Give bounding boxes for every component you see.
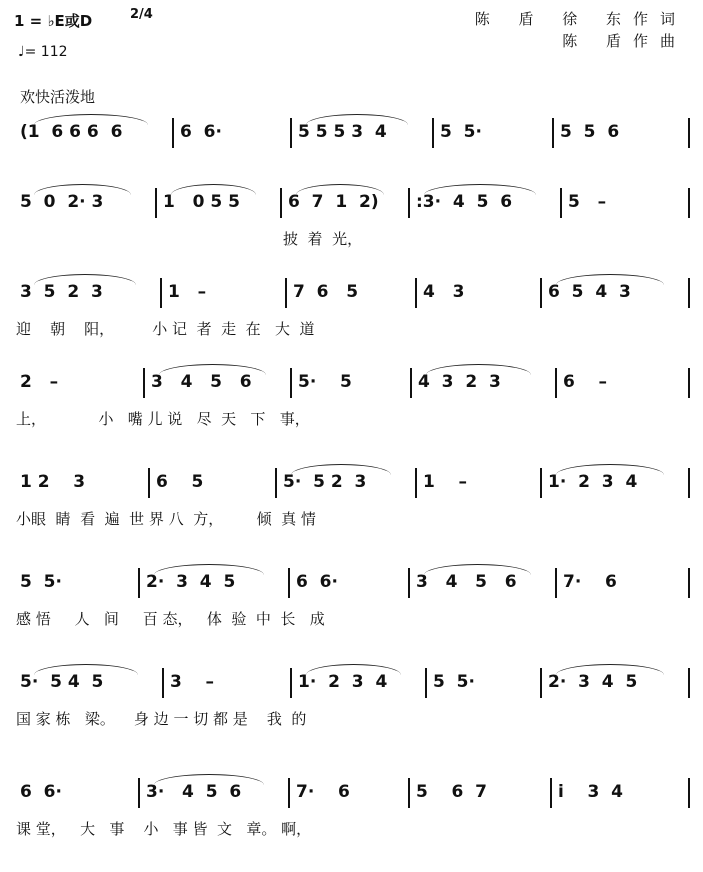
- measure-notes: 7· 6: [563, 572, 617, 592]
- slur-mark: [34, 274, 136, 285]
- measure-notes: 4 3 2 3: [418, 372, 501, 392]
- slur-mark: [296, 184, 384, 195]
- barline: [408, 568, 410, 598]
- lyrics-line: 迎 朝 阳， 小 记 者 走 在 大 道: [16, 320, 315, 338]
- barline: [172, 118, 174, 148]
- barline: [162, 668, 164, 698]
- score-system: [0, 182, 703, 282]
- slur-mark: [34, 664, 138, 675]
- measure-notes: 6 –: [563, 372, 608, 392]
- slur-mark: [154, 774, 264, 785]
- measure-notes: (1 6 6 6 6: [20, 122, 123, 142]
- slur-mark: [424, 564, 531, 575]
- barline: [410, 368, 412, 398]
- measure-notes: 5· 5: [298, 372, 352, 392]
- lyrics-line: 感 悟 人 间 百 态， 体 验 中 长 成: [16, 610, 325, 628]
- slur-mark: [291, 464, 391, 475]
- score-system: [0, 772, 703, 872]
- slur-mark: [556, 464, 664, 475]
- measure-notes: 5 5·: [440, 122, 482, 142]
- lyrics-line: 课 堂， 大 事 小 事 皆 文 章。 啊，: [16, 820, 312, 838]
- slur-mark: [154, 564, 264, 575]
- barline: [160, 278, 162, 308]
- barline: [540, 668, 542, 698]
- expression-marking: 欢快活泼地: [20, 88, 96, 106]
- barline: [552, 118, 554, 148]
- barline: [280, 188, 282, 218]
- measure-notes: 4 3: [423, 282, 465, 302]
- measure-notes: 6 5 4 3: [548, 282, 631, 302]
- slur-mark: [424, 184, 536, 195]
- slur-mark: [171, 184, 256, 195]
- barline: [688, 278, 690, 308]
- barline: [688, 188, 690, 218]
- slur-mark: [426, 364, 531, 375]
- barline: [540, 278, 542, 308]
- time-signature: 2/4: [130, 7, 153, 22]
- barline: [688, 368, 690, 398]
- score-system: [0, 362, 703, 462]
- barline: [540, 468, 542, 498]
- score-system: [0, 562, 703, 662]
- barline: [555, 368, 557, 398]
- barline: [688, 468, 690, 498]
- barline: [285, 278, 287, 308]
- lyricist-credit: 陈 盾 徐 东作词: [474, 10, 687, 28]
- measure-notes: 3 5 2 3: [20, 282, 103, 302]
- barline: [688, 778, 690, 808]
- score-system: [0, 462, 703, 562]
- barline: [155, 188, 157, 218]
- barline: [290, 368, 292, 398]
- measure-notes: 6 6·: [20, 782, 62, 802]
- measure-notes: 6 6·: [180, 122, 222, 142]
- key-signature: 1 = ♭E或D: [14, 12, 93, 30]
- score-system: [0, 272, 703, 372]
- barline: [415, 278, 417, 308]
- barline: [432, 118, 434, 148]
- barline: [550, 778, 552, 808]
- measure-notes: 3· 4 5 6: [146, 782, 242, 802]
- measure-notes: 5· 5 4 5: [20, 672, 104, 692]
- measure-notes: 1 2 3: [20, 472, 86, 492]
- barline: [408, 778, 410, 808]
- barline: [688, 568, 690, 598]
- lyrics-line: 披 着 光，: [16, 230, 363, 248]
- measure-notes: 3 4 5 6: [151, 372, 252, 392]
- slur-mark: [34, 114, 148, 125]
- measure-notes: 5 0 2· 3: [20, 192, 104, 212]
- measure-notes: 2· 3 4 5: [146, 572, 236, 592]
- lyrics-line: 小眼 睛 看 遍 世 界 八 方， 倾 真 情: [16, 510, 316, 528]
- barline: [288, 778, 290, 808]
- barline: [143, 368, 145, 398]
- slur-mark: [556, 664, 664, 675]
- measure-notes: 5· 5 2 3: [283, 472, 367, 492]
- barline: [408, 188, 410, 218]
- measure-notes: 2 –: [20, 372, 59, 392]
- tempo-marking: ♩= 112: [18, 44, 68, 60]
- barline: [138, 568, 140, 598]
- measure-notes: 7· 6: [296, 782, 350, 802]
- measure-notes: 7 6 5: [293, 282, 359, 302]
- barline: [560, 188, 562, 218]
- slur-mark: [556, 274, 664, 285]
- slur-mark: [34, 184, 131, 195]
- measure-notes: 1 –: [423, 472, 468, 492]
- barline: [415, 468, 417, 498]
- barline: [425, 668, 427, 698]
- lyrics-line: 上， 小 嘴 儿 说 尽 天 下 事，: [16, 410, 310, 428]
- measure-notes: 5 6 7: [416, 782, 487, 802]
- score-system: [0, 662, 703, 762]
- lyrics-line: 国 家 栋 梁。 身 边 一 切 都 是 我 的: [16, 710, 307, 728]
- measure-notes: 1· 2 3 4: [298, 672, 388, 692]
- slur-mark: [306, 114, 408, 125]
- barline: [290, 668, 292, 698]
- measure-notes: 3 4 5 6: [416, 572, 517, 592]
- measure-notes: 5 5 5 3 4: [298, 122, 387, 142]
- composer-credit: 陈 盾作曲: [562, 32, 687, 50]
- barline: [275, 468, 277, 498]
- measure-notes: 1· 2 3 4: [548, 472, 638, 492]
- measure-notes: 2· 3 4 5: [548, 672, 638, 692]
- barline: [555, 568, 557, 598]
- measure-notes: 6 6·: [296, 572, 338, 592]
- measure-notes: 6 7 1 2): [288, 192, 379, 212]
- measure-notes: 5 5·: [433, 672, 475, 692]
- measure-notes: 1 0 5 5: [163, 192, 240, 212]
- measure-notes: 5 –: [568, 192, 607, 212]
- measure-notes: 6 5: [156, 472, 204, 492]
- measure-notes: 1 –: [168, 282, 207, 302]
- measure-notes: 3 –: [170, 672, 215, 692]
- barline: [688, 118, 690, 148]
- barline: [688, 668, 690, 698]
- measure-notes: 5 5 6: [560, 122, 620, 142]
- barline: [148, 468, 150, 498]
- barline: [290, 118, 292, 148]
- slur-mark: [306, 664, 401, 675]
- slur-mark: [159, 364, 266, 375]
- barline: [288, 568, 290, 598]
- barline: [138, 778, 140, 808]
- measure-notes: 5 5·: [20, 572, 62, 592]
- measure-notes: i 3 4: [558, 782, 623, 802]
- measure-notes: :3· 4 5 6: [416, 192, 513, 212]
